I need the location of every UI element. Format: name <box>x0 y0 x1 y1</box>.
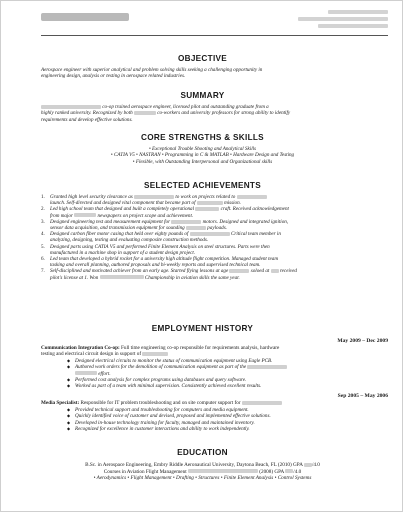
job1-bullets: ◆ Designed electrical circuits to monitor the status of communication equipment using Eagle PCB. ◆ Authored work orders for the demolition of communication equipment as part of the effort. ◆ Performed cost analysis for complex programs using databases and query software. ◆ Worked as part of a team with minimal supervision. Consistently achieved excellent results. <box>69 358 388 389</box>
education-heading: EDUCATION <box>177 448 228 457</box>
achievements-heading: SELECTED ACHIEVEMENTS <box>144 181 261 190</box>
job2-bullets: ◆ Provided technical support and troubleshooting for computers and media equipment. ◆ Quickly identified voice of customer and devised, proposed and implemented effective solutions. ◆ Developed in-house technology training for faculty, managed and maintained inventory. ◆ Recognized for excellence in customer interactions and ability to work independently. <box>69 407 388 432</box>
redacted-text <box>134 111 156 115</box>
job2-description: Media Specialist: Responsible for IT problem troubleshooting and on site computer support for <box>41 400 388 406</box>
header-divider <box>41 35 388 36</box>
contact-info-redacted <box>268 10 388 31</box>
skills-heading: CORE STRENGTHS & SKILLS <box>141 133 264 142</box>
summary-text: co-op trained aerospace engineer, licensed pilot and outstanding graduate from a highly ranked university. Recognized by both co-workers and university professors for strong ability to identify requirements and develop effective solutions. <box>41 104 291 123</box>
summary-heading: SUMMARY <box>180 91 225 100</box>
job1-description: Communication Integration Co-op: Full time engineering co-op responsible for requirements analysis, hardware testing and electrical circuit design in support of <box>41 345 280 358</box>
skills-list: • Exceptional Trouble Shooting and Analytical Skills • CATIA V5 • NASTRAN • Programming in C & MATLAB • Hardware Design and Testing • Flexible, with Outstanding Interpersonal and Organizational skills <box>110 146 295 165</box>
objective-heading: OBJECTIVE <box>177 54 228 63</box>
redacted-text <box>41 105 101 109</box>
job1-dates: May 2009 – Dec 2009 <box>337 338 388 344</box>
candidate-name-redacted <box>41 13 129 21</box>
achievement-item: 4. Designed carbon fiber motor casing that held over eighty pounds of Critical team member in analyzing, designing, testing and evaluating composite construction methods. <box>41 231 281 244</box>
achievement-item: 1. Granted high level security clearance as to work on projects related to launch. Self-directed and designed vital component that became part of mission. <box>41 194 388 206</box>
achievement-item: 2. Led high school team that designed and built a completely operational craft. Received acknowledgement from major newspapers on project scope and achievement. <box>41 206 289 219</box>
achievements-list <box>41 194 388 281</box>
achievement-item: 7. Self-disciplined and motivated achiever from an early age. Started flying lessons at age soloed at received pilot's license at 1. Won Championship in aviation skills the same year. <box>41 268 297 281</box>
job2-dates: Sep 2005 – May 2006 <box>337 393 388 399</box>
objective-text: Aerospace engineer with superior analytical and problem solving skills seeking a challenging opportunity in engineering design, analysis or testing in aerospace related industries. <box>41 67 263 80</box>
employment-heading: EMPLOYMENT HISTORY <box>151 324 254 333</box>
achievement-item: 6. Led team that developed a hybrid rocket for a university high altitude flight competition. Managed student team tasking and overall planning, authored proposals and bi-weekly reports and supervised technical team. <box>41 256 278 269</box>
achievement-item: 5. Designed parts using CATIA V5 and performed Finite Element Analysis on steel structures. Parts were then manufactured in a machine shop in support of a student design project. <box>41 243 270 256</box>
achievement-item: 3. Designed engineering test and measurement equipment for motors. Designed and integrated ignition, sensor data acquisition, and transmission equipment for sounding payloads. <box>41 218 289 232</box>
education-details: B.Sc. in Aerospace Engineering, Embry Riddle Aeronautical University, Daytona Beach, FL (2010) GPA /4.0 Courses in Aviation Flight Management (2008) GPA /4.0 • Aerodynamics • Flight Management • Drafting • Structures • Finite Element Analysis • Control Systems <box>85 462 320 481</box>
